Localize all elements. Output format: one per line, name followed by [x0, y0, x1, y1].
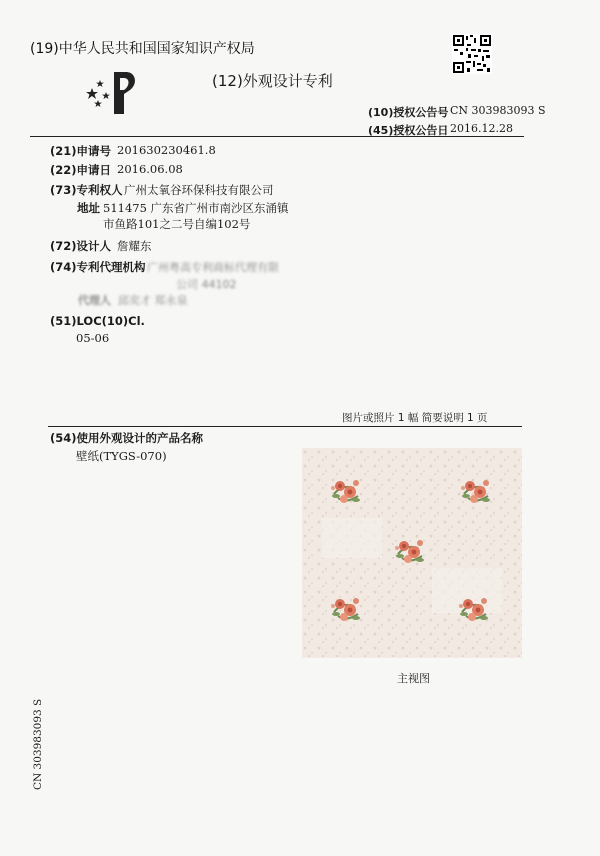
qr-code [452, 34, 492, 74]
publication-number-label: (10)授权公告号 [368, 106, 449, 119]
publication-date-label: (45)授权公告日 [368, 124, 449, 137]
wallpaper-design-image [302, 448, 522, 658]
address-line-1: 511475 广东省广州市南沙区东涌镇 [103, 201, 289, 215]
product-name-label: (54)使用外观设计的产品名称 [50, 431, 204, 445]
document-type-title: (12)外观设计专利 [212, 72, 333, 90]
designer-value: 詹耀东 [117, 239, 152, 253]
cnipa-emblem-logo [84, 68, 140, 118]
agent-value: 邱奕才 郑永泉 [118, 294, 188, 307]
loc-classification-label: (51)LOC(10)Cl. [50, 314, 145, 328]
agency-value-line-2: 公司 44102 [176, 278, 237, 291]
application-date-value: 2016.06.08 [117, 162, 183, 176]
agency-value-line-1: 广州粤高专利商标代理有限 [147, 261, 279, 274]
office-name: (19)中华人民共和国国家知识产权局 [30, 41, 255, 57]
pages-note: 图片或照片 1 幅 简要说明 1 页 [342, 412, 488, 424]
agency-label: (74)专利代理机构 [50, 260, 146, 274]
application-date-label: (22)申请日 [50, 163, 112, 177]
product-name-value: 壁纸(TYGS-070) [76, 449, 167, 463]
publication-number-value: CN 303983093 S [450, 104, 546, 117]
section-divider [48, 426, 522, 427]
patentee-label: (73)专利权人 [50, 183, 123, 197]
designer-label: (72)设计人 [50, 239, 112, 253]
address-label: 地址 [77, 201, 100, 215]
publication-date-value: 2016.12.28 [450, 122, 513, 135]
application-number-label: (21)申请号 [50, 144, 112, 158]
address-line-2: 市鱼路101之二号自编102号 [103, 217, 251, 231]
application-number-value: 201630230461.8 [117, 143, 216, 157]
loc-classification-value: 05-06 [76, 331, 110, 345]
agent-label: 代理人 [78, 294, 111, 307]
patentee-value: 广州太氧谷环保科技有限公司 [124, 183, 274, 197]
figure-caption: 主视图 [397, 672, 430, 685]
header-divider [30, 136, 524, 137]
side-publication-number: CN 303983093 S [32, 698, 44, 790]
